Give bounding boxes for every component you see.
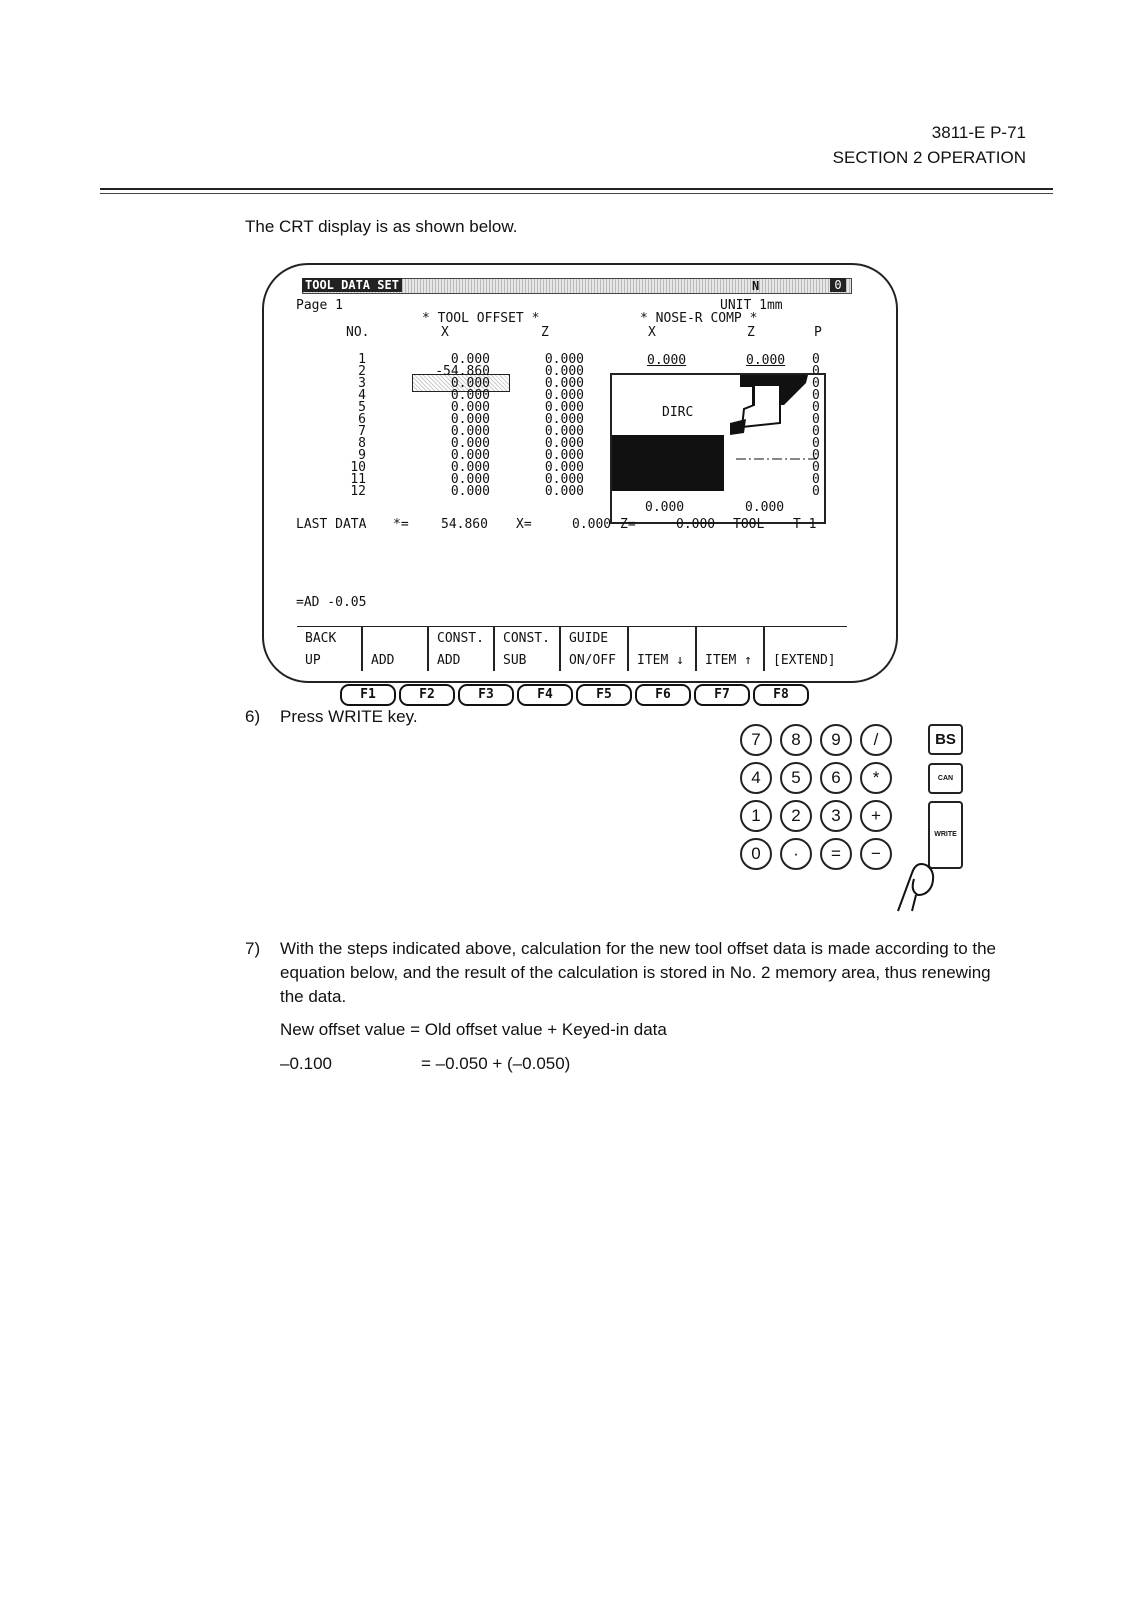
bs-key[interactable]: BS — [928, 724, 963, 755]
f1-button[interactable]: F1 — [340, 684, 396, 706]
softkey-top-label: BACK — [305, 631, 337, 646]
nose-top-x: 0.000 — [647, 353, 687, 368]
softkey-5[interactable] — [559, 627, 629, 671]
softkey-bottom-label: ON/OFF — [569, 653, 616, 668]
offset-row-z: 0.000 — [544, 388, 584, 403]
offset-row-no: 11 — [350, 472, 366, 487]
offset-row-x: 0.000 — [450, 460, 490, 475]
offset-row-x: -54.860 — [435, 364, 490, 379]
last-data-value: 54.860 — [441, 517, 488, 532]
offset-row-no: 12 — [350, 484, 366, 499]
offset-row-z: 0.000 — [544, 412, 584, 427]
equation-label: New offset value = Old offset value + Keyed-in data — [280, 1020, 667, 1039]
col-z: Z — [541, 325, 549, 340]
header-rule — [100, 188, 1053, 190]
softkey-top-label: GUIDE — [569, 631, 609, 646]
crt-page: Page 1 — [296, 298, 343, 313]
dirc-label: DIRC — [662, 405, 694, 420]
keypad-key[interactable]: 3 — [820, 800, 852, 832]
nose-top-z: 0.000 — [746, 353, 786, 368]
offset-row-no: 3 — [358, 376, 366, 391]
page-ref: 3811-E P-71 — [931, 123, 1026, 142]
offset-no-column — [326, 354, 366, 498]
last-tool-value: T 1 — [793, 517, 817, 532]
softkey-bottom-label: [EXTEND] — [773, 653, 836, 668]
f2-button[interactable]: F2 — [399, 684, 455, 706]
softkey-4[interactable] — [493, 627, 561, 671]
offset-row-z: 0.000 — [544, 472, 584, 487]
offset-row-p: 0 — [812, 472, 820, 487]
intro-text: The CRT display is as shown below. — [245, 217, 518, 236]
offset-row-no: 2 — [358, 364, 366, 379]
softkey-top-label: CONST. — [503, 631, 550, 646]
col-p: P — [814, 325, 822, 340]
softkey-2[interactable] — [361, 627, 429, 671]
last-data-label: LAST DATA — [296, 517, 367, 532]
offset-row-no: 6 — [358, 412, 366, 427]
offset-row-x: 0.000 — [450, 376, 490, 391]
nose-bottom-x: 0.000 — [645, 500, 685, 515]
offset-row-z: 0.000 — [544, 436, 584, 451]
offset-row-z: 0.000 — [544, 460, 584, 475]
equation-right: = –0.050 + (–0.050) — [421, 1054, 571, 1073]
can-key[interactable]: CAN — [928, 763, 963, 794]
offset-z-column[interactable] — [524, 354, 584, 498]
last-data-star: *= — [393, 517, 409, 532]
softkey-bar — [297, 626, 847, 671]
offset-row-x: 0.000 — [450, 436, 490, 451]
last-x-value: 0.000 — [572, 517, 612, 532]
offset-row-p: 0 — [812, 412, 820, 427]
offset-x-column[interactable] — [430, 354, 490, 498]
softkey-bottom-label: UP — [305, 653, 321, 668]
offset-row-p: 0 — [812, 364, 820, 379]
keypad-key[interactable]: 0 — [740, 838, 772, 870]
keypad-key[interactable]: * — [860, 762, 892, 794]
col-nose-x: X — [648, 325, 656, 340]
nose-bottom-z: 0.000 — [745, 500, 785, 515]
offset-row-p: 0 — [812, 424, 820, 439]
keypad-key[interactable]: 5 — [780, 762, 812, 794]
softkey-3[interactable] — [427, 627, 495, 671]
last-tool-label: TOOL — [733, 517, 765, 532]
offset-row-z: 0.000 — [544, 400, 584, 415]
offset-row-x: 0.000 — [450, 388, 490, 403]
offset-row-no: 4 — [358, 388, 366, 403]
offset-row-x: 0.000 — [450, 352, 490, 367]
keypad-key[interactable]: 4 — [740, 762, 772, 794]
softkey-bottom-label: ITEM ↑ — [705, 653, 752, 668]
step7-number: 7) — [245, 939, 261, 958]
crt-o-label: 0 — [830, 278, 846, 292]
offset-row-z: 0.000 — [544, 352, 584, 367]
offset-row-p: 0 — [812, 436, 820, 451]
softkey-top-label: CONST. — [437, 631, 484, 646]
guide-window — [610, 373, 826, 524]
offset-row-z: 0.000 — [544, 448, 584, 463]
offset-row-x: 0.000 — [450, 412, 490, 427]
keypad-key[interactable]: · — [780, 838, 812, 870]
last-z-label: Z= — [620, 517, 636, 532]
step6-number: 6) — [245, 707, 261, 726]
pointing-finger-icon — [896, 855, 946, 915]
softkey-bottom-label: ADD — [371, 653, 395, 668]
f7-button[interactable]: F7 — [694, 684, 750, 706]
col-x: X — [441, 325, 449, 340]
offset-row-p: 0 — [812, 376, 820, 391]
f6-button[interactable]: F6 — [635, 684, 691, 706]
keypad-key[interactable]: 9 — [820, 724, 852, 756]
f4-button[interactable]: F4 — [517, 684, 573, 706]
offset-row-x: 0.000 — [450, 484, 490, 499]
keypad-key[interactable]: 6 — [820, 762, 852, 794]
offset-row-z: 0.000 — [544, 484, 584, 499]
col-no: NO. — [346, 325, 370, 340]
page-header — [833, 120, 1026, 170]
step6-text: Press WRITE key. — [280, 707, 418, 726]
offset-row-p: 0 — [812, 400, 820, 415]
keypad-key[interactable]: 1 — [740, 800, 772, 832]
crt-n-label: N — [752, 279, 760, 293]
crt-title: TOOL DATA SET — [302, 278, 402, 292]
crt-unit: UNIT 1mm — [720, 298, 783, 313]
softkey-1[interactable] — [297, 627, 361, 671]
keypad-key[interactable]: / — [860, 724, 892, 756]
keypad-key[interactable]: 8 — [780, 724, 812, 756]
keypad-key[interactable]: = — [820, 838, 852, 870]
tool-offset-heading: * TOOL OFFSET * — [422, 311, 540, 326]
keypad-key[interactable]: + — [860, 800, 892, 832]
offset-row-no: 5 — [358, 400, 366, 415]
keypad-key[interactable]: − — [860, 838, 892, 870]
offset-row-z: 0.000 — [544, 424, 584, 439]
keypad-key[interactable]: 2 — [780, 800, 812, 832]
step7-text: With the steps indicated above, calculation for the new tool offset data is made according to the equation below, and the result of the calculation is stored in No. 2 memory area, thus renewing the data. — [280, 939, 997, 1006]
last-z-value: 0.000 — [676, 517, 716, 532]
offset-row-no: 7 — [358, 424, 366, 439]
offset-row-p: 0 — [812, 460, 820, 475]
offset-row-p: 0 — [812, 388, 820, 403]
softkey-7[interactable] — [695, 627, 765, 671]
col-nose-z: Z — [747, 325, 755, 340]
last-x-label: X= — [516, 517, 532, 532]
equation-left: –0.100 — [280, 1054, 332, 1073]
header-rule-thin — [100, 193, 1053, 194]
offset-row-x: 0.000 — [450, 472, 490, 487]
f3-button[interactable]: F3 — [458, 684, 514, 706]
keypad-key[interactable]: 7 — [740, 724, 772, 756]
section-title: SECTION 2 OPERATION — [832, 148, 1026, 167]
offset-row-no: 8 — [358, 436, 366, 451]
offset-row-p: 0 — [812, 352, 820, 367]
write-key[interactable]: WRITE — [928, 801, 963, 869]
offset-row-x: 0.000 — [450, 400, 490, 415]
offset-row-p: 0 — [812, 448, 820, 463]
tool-direction-icon — [612, 375, 824, 522]
softkey-6[interactable] — [627, 627, 697, 671]
softkey-bottom-label: ITEM ↓ — [637, 653, 684, 668]
offset-row-z: 0.000 — [544, 376, 584, 391]
offset-row-no: 9 — [358, 448, 366, 463]
softkey-bottom-label: SUB — [503, 653, 527, 668]
input-line[interactable]: =AD -0.05 — [296, 595, 367, 610]
offset-row-x: 0.000 — [450, 424, 490, 439]
softkey-bottom-label: ADD — [437, 653, 461, 668]
f8-button[interactable]: F8 — [753, 684, 809, 706]
offset-row-no: 1 — [358, 352, 366, 367]
f5-button[interactable]: F5 — [576, 684, 632, 706]
softkey-8[interactable] — [763, 627, 849, 671]
offset-row-no: 10 — [350, 460, 366, 475]
offset-row-x: 0.000 — [450, 448, 490, 463]
offset-row-z: 0.000 — [544, 364, 584, 379]
nose-r-comp-heading: * NOSE-R COMP * — [640, 311, 758, 326]
offset-row-p: 0 — [812, 484, 820, 499]
